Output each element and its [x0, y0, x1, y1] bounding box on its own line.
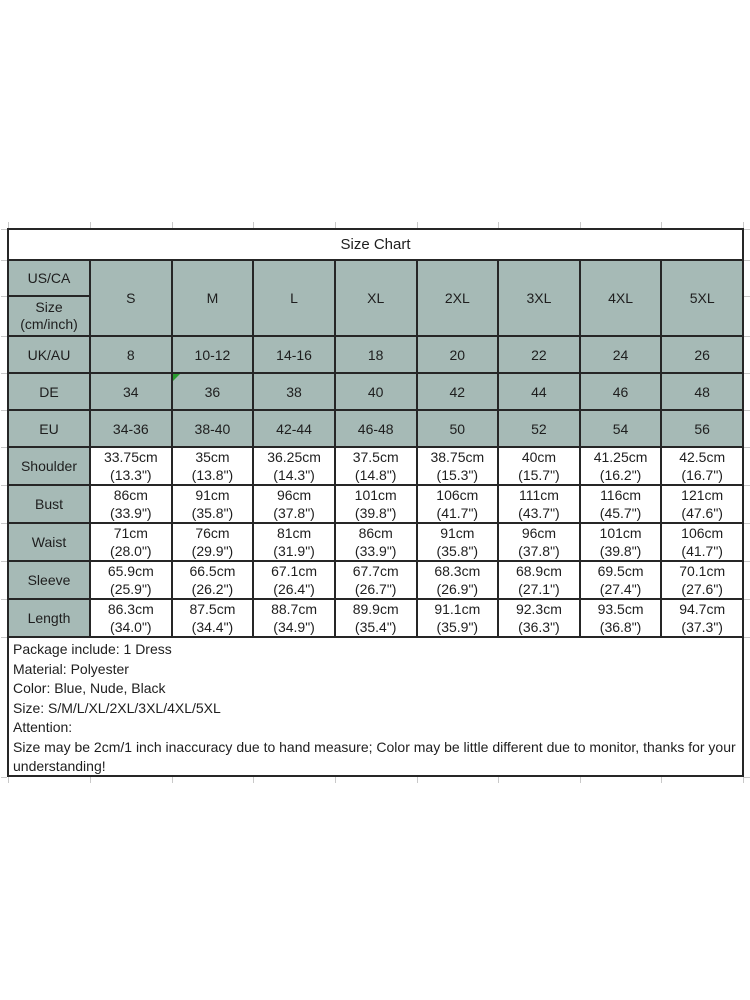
header-size-4xl: 4XL: [580, 260, 662, 336]
cell-eu-3: 46-48: [335, 410, 417, 447]
header-size-5xl: 5XL: [661, 260, 743, 336]
cell-sleeve-6: [580, 561, 662, 599]
cell-sleeve-3: [335, 561, 417, 599]
note-line-1: Material: Polyester: [13, 660, 129, 677]
value-cm: 69.5cm: [597, 563, 644, 579]
cell-de-5: 44: [498, 373, 580, 410]
gridline-stub: [580, 777, 581, 783]
value-inch: (14.3"): [273, 467, 315, 483]
cell-waist-7: [661, 523, 743, 561]
value-cm: 41.25cm: [593, 449, 648, 465]
gridline-stub: [744, 485, 750, 486]
value-cm: 33.75cm: [103, 449, 158, 465]
value-cm: 101cm: [354, 487, 397, 503]
cell-length-5: [498, 599, 580, 637]
cell-waist-0: [90, 523, 172, 561]
value-cm: 67.7cm: [352, 563, 399, 579]
value-cm: 68.9cm: [515, 563, 562, 579]
cell-de-0: 34: [90, 373, 172, 410]
cell-uk-au-3: 18: [335, 336, 417, 373]
gridline-stub: [1, 485, 7, 486]
gridline-stub: [498, 777, 499, 783]
value-inch: (16.7"): [681, 467, 723, 483]
cell-waist-6: [580, 523, 662, 561]
gridline-stub: [744, 523, 750, 524]
cell-eu-6: 54: [580, 410, 662, 447]
value-cm: 121cm: [681, 487, 724, 503]
cell-de-1: 36: [172, 373, 254, 410]
cell-de-2: 38: [253, 373, 335, 410]
cell-waist-3: [335, 523, 417, 561]
row-label-sleeve: Sleeve: [8, 561, 90, 599]
value-cm: 86cm: [113, 487, 148, 503]
row-label-length: Length: [8, 599, 90, 637]
value-inch: (15.7"): [518, 467, 560, 483]
cell-bust-3: [335, 485, 417, 523]
value-inch: (37.8"): [273, 505, 315, 521]
value-cm: 88.7cm: [271, 601, 318, 617]
gridline-stub: [661, 222, 662, 228]
value-cm: 68.3cm: [434, 563, 481, 579]
cell-bust-0: [90, 485, 172, 523]
value-inch: (13.8"): [191, 467, 234, 483]
gridline-stub: [417, 777, 418, 783]
cell-sleeve-5: [498, 561, 580, 599]
value-inch: (45.7"): [599, 505, 642, 521]
gridline-stub: [1, 637, 7, 638]
row-label-uk-au: UK/AU: [8, 336, 90, 373]
header-unit-line: (cm/inch): [20, 316, 78, 332]
value-inch: (41.7"): [436, 505, 479, 521]
cell-sleeve-4: [417, 561, 499, 599]
value-cm: 96cm: [276, 487, 312, 503]
note-line-2: Color: Blue, Nude, Black: [13, 680, 166, 696]
cell-waist-1: [172, 523, 254, 561]
note-line-0: Package include: 1 Dress: [13, 641, 172, 657]
gridline-stub: [8, 777, 9, 783]
header-unit-label: [8, 296, 90, 336]
value-cm: 67.1cm: [271, 563, 318, 579]
value-cm: 91cm: [195, 487, 230, 503]
excel-error-marker-icon: [173, 374, 180, 381]
value-inch: (29.9"): [191, 543, 234, 559]
value-inch: (28.0"): [110, 543, 152, 559]
cell-de-3: 40: [335, 373, 417, 410]
gridline-stub: [1, 447, 7, 448]
header-size-s: S: [90, 260, 172, 336]
value-inch: (39.8"): [599, 543, 642, 559]
gridline-stub: [335, 777, 336, 783]
note-line-4: Attention:: [13, 719, 73, 735]
gridline-stub: [744, 410, 750, 411]
gridline-stub: [1, 336, 7, 337]
gridline-stub: [1, 777, 7, 778]
value-inch: (36.8"): [599, 619, 642, 635]
value-inch: (26.2"): [191, 581, 234, 597]
cell-eu-4: 50: [417, 410, 499, 447]
cell-length-7: [661, 599, 743, 637]
gridline-stub: [498, 222, 499, 228]
cell-length-6: [580, 599, 662, 637]
gridline-stub: [335, 222, 336, 228]
cell-sleeve-7: [661, 561, 743, 599]
value-cm: 111cm: [518, 487, 559, 503]
cell-shoulder-1: [172, 447, 254, 485]
value-inch: (37.3"): [681, 619, 723, 635]
value-cm: 71cm: [113, 525, 148, 541]
value-cm: 89.9cm: [352, 601, 399, 617]
cell-length-1: [172, 599, 254, 637]
value-cm: 116cm: [600, 487, 642, 503]
value-inch: (25.9"): [110, 581, 152, 597]
cell-uk-au-2: 14-16: [253, 336, 335, 373]
value-cm: 87.5cm: [189, 601, 236, 617]
cell-de-4: 42: [417, 373, 499, 410]
cell-uk-au-7: 26: [661, 336, 743, 373]
gridline-stub: [661, 777, 662, 783]
value-cm: 38.75cm: [430, 449, 485, 465]
gridline-stub: [1, 260, 7, 261]
gridline-stub: [744, 637, 750, 638]
value-cm: 91cm: [440, 525, 475, 541]
value-cm: 93.5cm: [597, 601, 644, 617]
value-inch: (26.9"): [436, 581, 479, 597]
header-unit-line: Size: [35, 299, 63, 315]
gridline-stub: [90, 222, 91, 228]
value-inch: (43.7"): [518, 505, 560, 521]
cell-shoulder-5: [498, 447, 580, 485]
gridline-stub: [417, 222, 418, 228]
value-cm: 40cm: [521, 449, 557, 465]
gridline-stub: [743, 222, 744, 228]
value-inch: (34.0"): [110, 619, 152, 635]
gridline-stub: [1, 373, 7, 374]
gridline-stub: [90, 777, 91, 783]
row-label-eu: EU: [8, 410, 90, 447]
value-cm: 81cm: [276, 525, 312, 541]
cell-de-6: 46: [580, 373, 662, 410]
cell-uk-au-4: 20: [417, 336, 499, 373]
gridline-stub: [1, 561, 7, 562]
cell-bust-6: [580, 485, 662, 523]
cell-eu-2: 42-44: [253, 410, 335, 447]
cell-length-2: [253, 599, 335, 637]
row-label-de: DE: [8, 373, 90, 410]
note-line-5: Size may be 2cm/1 inch inaccuracy due to hand measure; Color may be little different due to monitor, thanks for your understanding!: [13, 738, 736, 774]
gridline-stub: [744, 599, 750, 600]
value-cm: 101cm: [599, 525, 642, 541]
cell-de-7: 48: [661, 373, 743, 410]
row-label-bust: Bust: [8, 485, 90, 523]
value-inch: (47.6"): [681, 505, 723, 521]
value-cm: 106cm: [436, 487, 479, 503]
cell-eu-0: 34-36: [90, 410, 172, 447]
cell-waist-5: [498, 523, 580, 561]
cell-sleeve-0: [90, 561, 172, 599]
value-inch: (34.4"): [191, 619, 234, 635]
cell-length-0: [90, 599, 172, 637]
product-notes: [7, 638, 744, 777]
value-cm: 37.5cm: [352, 449, 399, 465]
value-inch: (33.9"): [110, 505, 152, 521]
cell-waist-2: [253, 523, 335, 561]
header-region-label: US/CA: [8, 260, 90, 296]
value-inch: (39.8"): [354, 505, 397, 521]
value-cm: 106cm: [681, 525, 724, 541]
gridline-stub: [744, 373, 750, 374]
header-size-xl: XL: [335, 260, 417, 336]
header-size-2xl: 2XL: [417, 260, 499, 336]
gridline-stub: [172, 222, 173, 228]
value-inch: (37.8"): [518, 543, 560, 559]
value-cm: 66.5cm: [189, 563, 236, 579]
note-line-3: Size: S/M/L/XL/2XL/3XL/4XL/5XL: [13, 699, 221, 716]
cell-shoulder-2: [253, 447, 335, 485]
value-inch: (35.8"): [436, 543, 479, 559]
value-inch: (26.4"): [273, 581, 315, 597]
cell-eu-7: 56: [661, 410, 743, 447]
gridline-stub: [744, 447, 750, 448]
value-inch: (27.6"): [681, 581, 723, 597]
cell-bust-5: [498, 485, 580, 523]
value-cm: 86.3cm: [107, 601, 154, 617]
value-inch: (36.3"): [518, 619, 560, 635]
header-size-l: L: [253, 260, 335, 336]
gridline-stub: [1, 599, 7, 600]
cell-shoulder-4: [417, 447, 499, 485]
cell-bust-2: [253, 485, 335, 523]
value-inch: (35.4"): [354, 619, 397, 635]
value-cm: 94.7cm: [679, 601, 726, 617]
cell-sleeve-2: [253, 561, 335, 599]
value-inch: (41.7"): [681, 543, 723, 559]
gridline-stub: [172, 777, 173, 783]
cell-bust-4: [417, 485, 499, 523]
cell-waist-4: [417, 523, 499, 561]
value-inch: (34.9"): [273, 619, 315, 635]
cell-shoulder-3: [335, 447, 417, 485]
cell-eu-5: 52: [498, 410, 580, 447]
value-cm: 92.3cm: [515, 601, 562, 617]
value-cm: 76cm: [195, 525, 230, 541]
header-size-3xl: 3XL: [498, 260, 580, 336]
size-chart-table: [7, 228, 744, 638]
gridline-stub: [580, 222, 581, 228]
value-inch: (15.3"): [436, 467, 479, 483]
value-inch: (16.2"): [599, 467, 642, 483]
gridline-stub: [1, 410, 7, 411]
gridline-stub: [744, 229, 750, 230]
cell-bust-7: [661, 485, 743, 523]
value-inch: (35.8"): [191, 505, 234, 521]
gridline-stub: [744, 561, 750, 562]
value-inch: (13.3"): [110, 467, 152, 483]
value-cm: 36.25cm: [267, 449, 321, 465]
row-label-shoulder: Shoulder: [8, 447, 90, 485]
value-inch: (27.4"): [599, 581, 642, 597]
cell-shoulder-0: [90, 447, 172, 485]
row-label-waist: Waist: [8, 523, 90, 561]
value-cm: 35cm: [195, 449, 230, 465]
gridline-stub: [744, 260, 750, 261]
gridline-stub: [253, 222, 254, 228]
value-cm: 65.9cm: [107, 563, 154, 579]
value-inch: (31.9"): [273, 543, 315, 559]
gridline-stub: [744, 296, 750, 297]
cell-bust-1: [172, 485, 254, 523]
gridline-stub: [1, 296, 7, 297]
cell-shoulder-7: [661, 447, 743, 485]
size-chart-block: [7, 228, 744, 777]
cell-length-4: [417, 599, 499, 637]
value-inch: (27.1"): [518, 581, 560, 597]
cell-eu-1: 38-40: [172, 410, 254, 447]
gridline-stub: [744, 777, 750, 778]
size-chart-title: Size Chart: [8, 229, 743, 260]
value-cm: 86cm: [358, 525, 393, 541]
value-cm: 91.1cm: [434, 601, 481, 617]
cell-uk-au-6: 24: [580, 336, 662, 373]
cell-sleeve-1: [172, 561, 254, 599]
gridline-stub: [253, 777, 254, 783]
value-inch: (33.9"): [354, 543, 397, 559]
value-cm: 42.5cm: [679, 449, 726, 465]
gridline-stub: [8, 222, 9, 228]
cell-uk-au-1: 10-12: [172, 336, 254, 373]
value-cm: 70.1cm: [679, 563, 726, 579]
gridline-stub: [1, 523, 7, 524]
gridline-stub: [1, 229, 7, 230]
cell-uk-au-5: 22: [498, 336, 580, 373]
header-size-m: M: [172, 260, 254, 336]
value-inch: (35.9"): [436, 619, 479, 635]
value-inch: (26.7"): [354, 581, 397, 597]
cell-shoulder-6: [580, 447, 662, 485]
cell-uk-au-0: 8: [90, 336, 172, 373]
value-inch: (14.8"): [354, 467, 397, 483]
value-cm: 96cm: [521, 525, 557, 541]
gridline-stub: [744, 336, 750, 337]
cell-length-3: [335, 599, 417, 637]
